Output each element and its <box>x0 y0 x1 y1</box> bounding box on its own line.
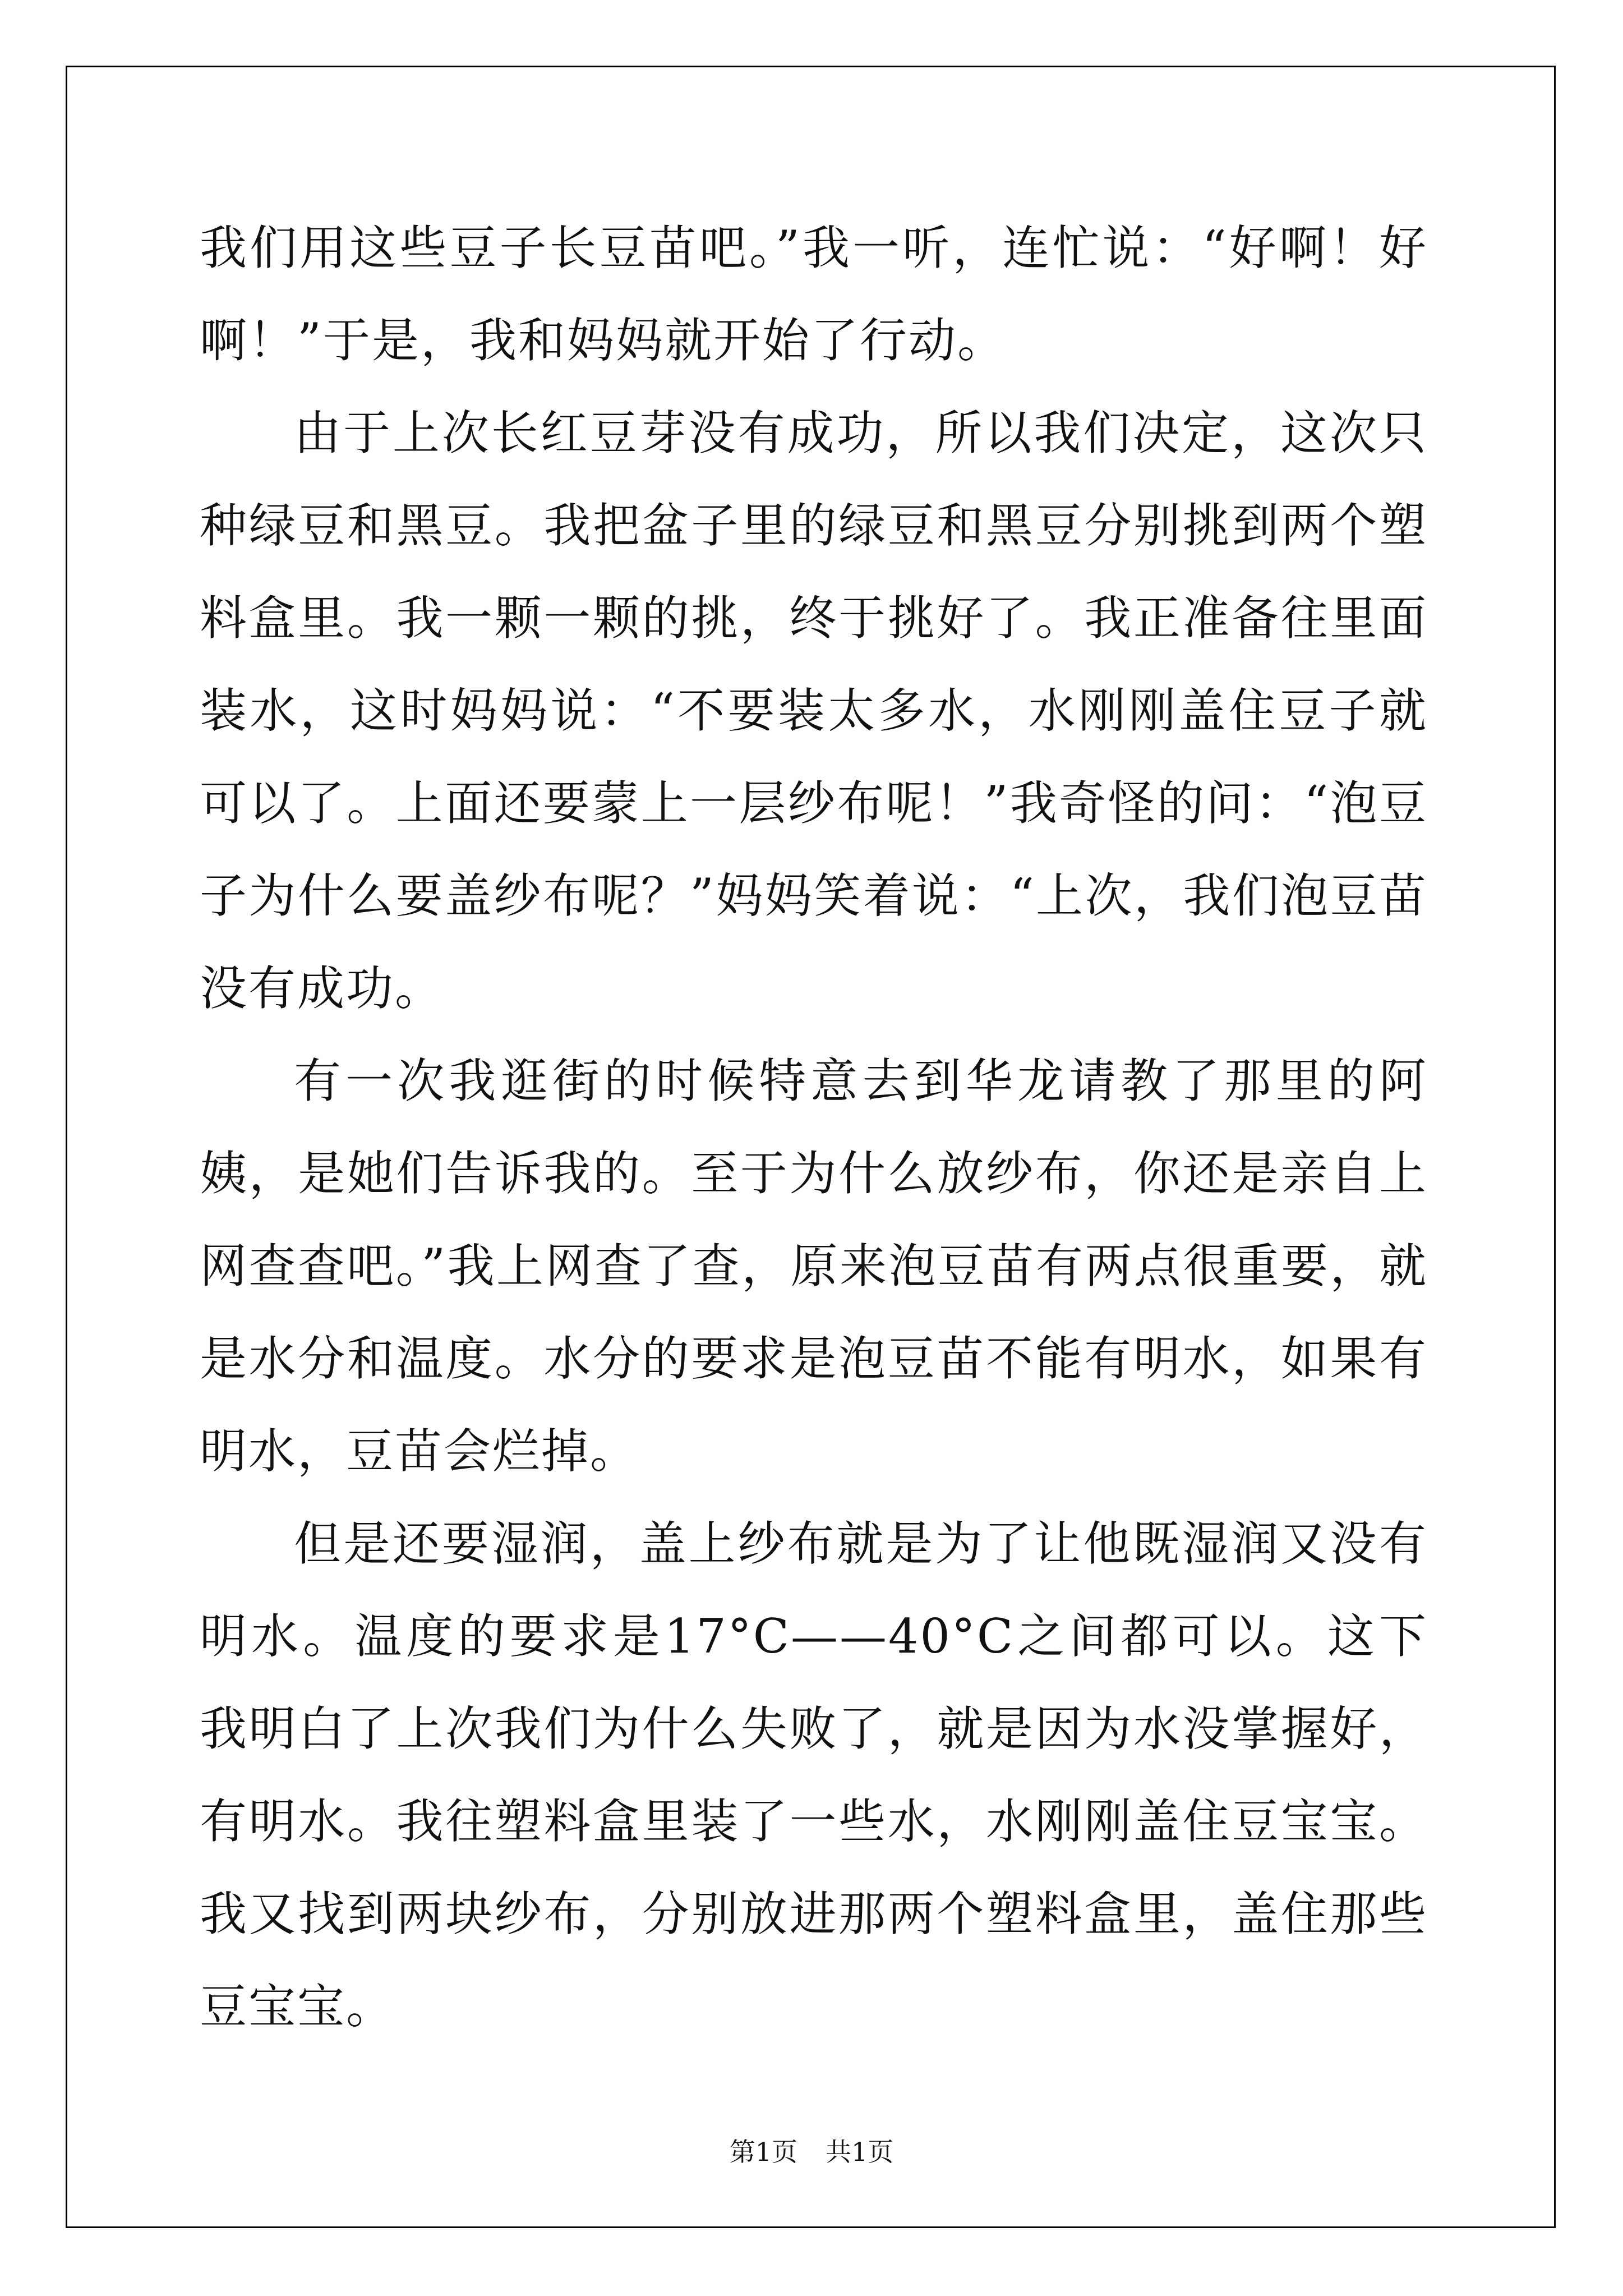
paragraph-4: 但是还要湿润，盖上纱布就是为了让他既湿润又没有明水。温度的要求是17°C——40°C之间都可以。这下我明白了上次我们为什么失败了，就是因为水没掌握好，有明水。我往塑料盒里装了一些水，水刚刚盖住豆宝宝。我又找到两块纱布，分别放进那两个塑料盒里，盖住那些豆宝宝。 <box>200 1516 1428 2034</box>
document-body <box>200 202 1428 2053</box>
paragraph-3: 有一次我逛街的时候特意去到华龙请教了那里的阿姨，是她们告诉我的。至于为什么放纱布，你还是亲自上网查查吧。”我上网查了查，原来泡豆苗有两点很重要，就是水分和温度。水分的要求是泡豆苗不能有明水，如果有明水，豆苗会烂掉。 <box>200 1053 1428 1479</box>
page-number-current: 第1页 <box>729 2137 797 2167</box>
paragraph-2: 由于上次长红豆芽没有成功，所以我们决定，这次只种绿豆和黑豆。我把盆子里的绿豆和黑豆分别挑到两个塑料盒里。我一颗一颗的挑，终于挑好了。我正准备往里面装水，这时妈妈说：“不要装太多水，水刚刚盖住豆子就可以了。上面还要蒙上一层纱布呢！”我奇怪的问：“泡豆子为什么要盖纱布呢？”妈妈笑着说：“上次，我们泡豆苗没有成功。 <box>200 406 1428 1016</box>
paragraph-1: 我们用这些豆子长豆苗吧。”我一听，连忙说：“好啊！好啊！”于是，我和妈妈就开始了行动。 <box>200 220 1428 368</box>
page-number-total: 共1页 <box>826 2137 894 2167</box>
page-footer <box>0 2132 1623 2169</box>
